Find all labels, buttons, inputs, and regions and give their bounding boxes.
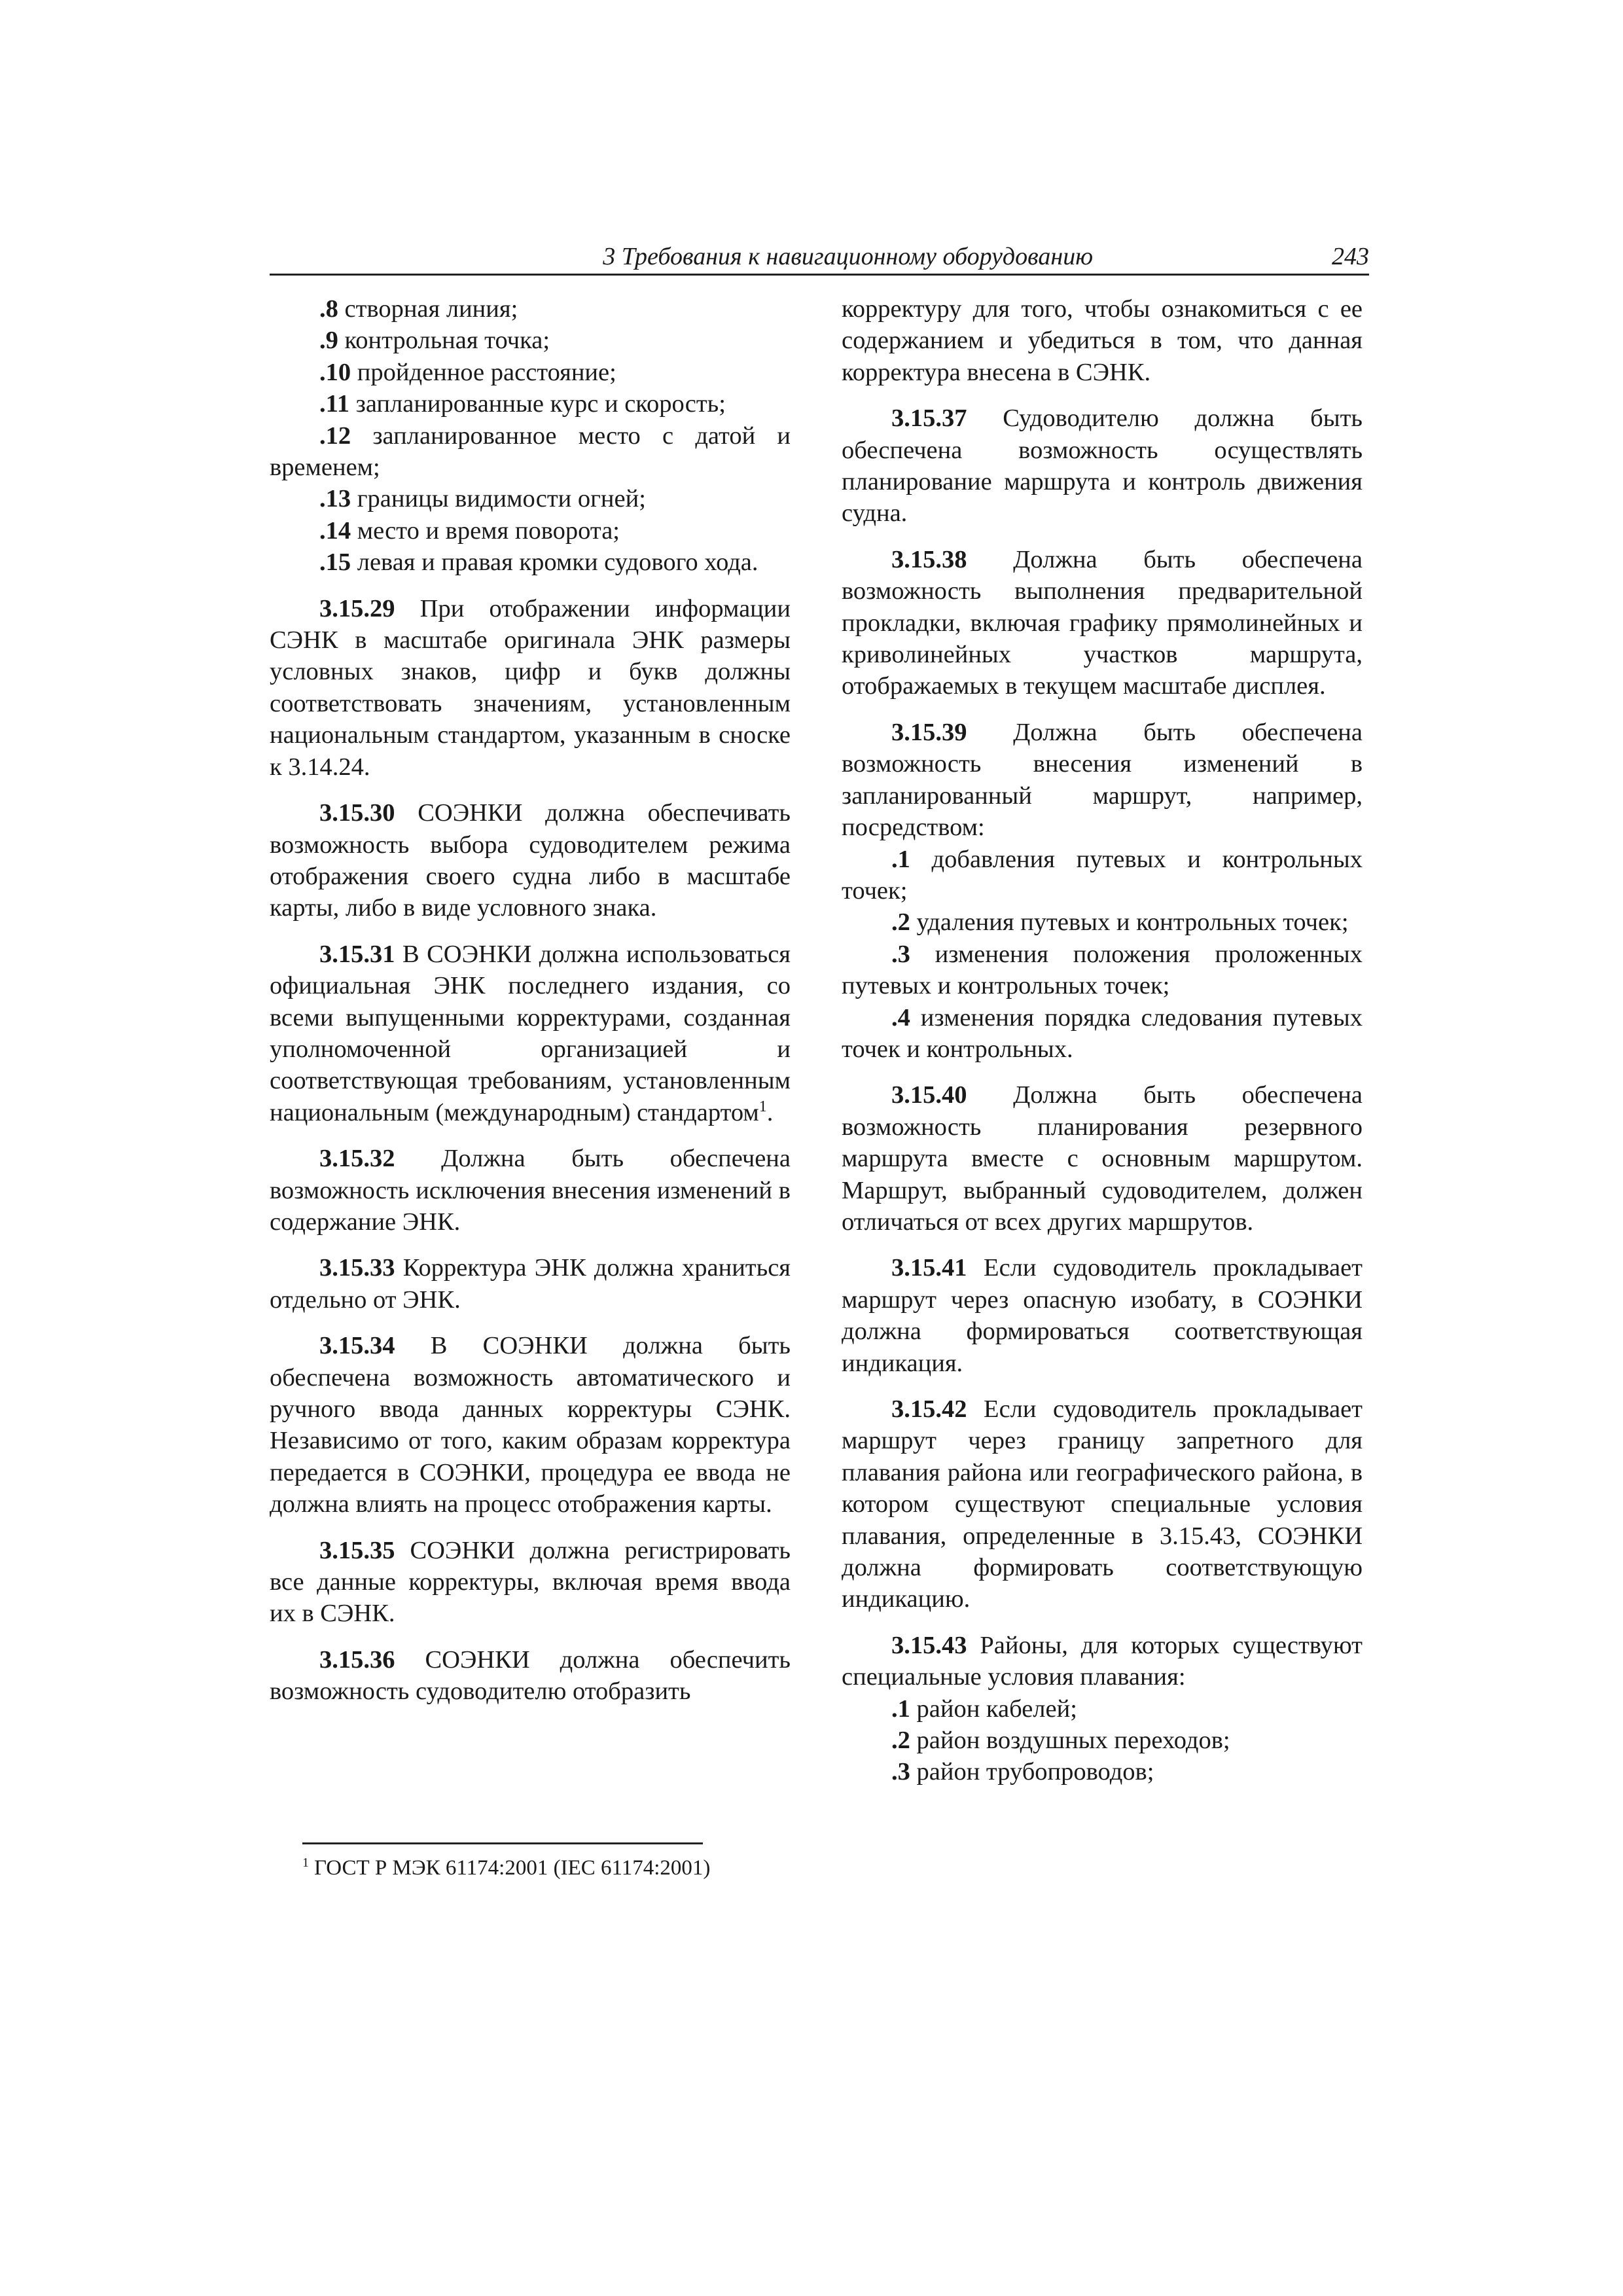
list-item bbox=[842, 1002, 1363, 1066]
running-header bbox=[270, 240, 1369, 276]
list-item bbox=[842, 1725, 1363, 1756]
clause-3-15-39 bbox=[842, 717, 1363, 844]
list-item bbox=[270, 483, 791, 514]
clause-number: 3.15.39 bbox=[891, 718, 967, 746]
clause-3-15-36 bbox=[270, 1644, 791, 1708]
clause-text: В СОЭНКИ должна быть обеспечена возможность автоматического и ручного ввода данных корректуры СЭНК. Независимо от того, каким образам корректура передается в СОЭНКИ, процедура ее ввода не должна влиять на процесс отображения карты. bbox=[270, 1332, 791, 1518]
clause-3-15-31 bbox=[270, 939, 791, 1128]
clause-text: Должна быть обеспечена возможность внесения изменений в запланированный маршрут, например, посредством: bbox=[842, 718, 1363, 842]
list-item bbox=[270, 388, 791, 420]
list-item bbox=[270, 325, 791, 356]
clause-text: Районы, для которых существуют специальные условия плавания: bbox=[842, 1631, 1363, 1691]
clause-number: 3.15.38 bbox=[891, 545, 967, 573]
clause-number: 3.15.29 bbox=[319, 594, 395, 622]
item-text: изменения порядка следования путевых точек и контрольных. bbox=[842, 1003, 1363, 1063]
clause-number: 3.15.35 bbox=[319, 1536, 395, 1564]
list-item bbox=[842, 1693, 1363, 1725]
footnote bbox=[302, 1854, 800, 1882]
item-text: изменения положения проложенных путевых и контрольных точек; bbox=[842, 940, 1363, 1000]
clause-3-15-30 bbox=[270, 797, 791, 924]
clause-3-15-35 bbox=[270, 1535, 791, 1630]
clause-number: 3.15.42 bbox=[891, 1395, 967, 1423]
clause-tail: . bbox=[766, 1098, 774, 1126]
clause-3-15-41 bbox=[842, 1252, 1363, 1379]
item-text: район кабелей; bbox=[910, 1695, 1077, 1723]
list-item bbox=[270, 293, 791, 325]
item-text: место и время поворота; bbox=[351, 516, 620, 545]
clause-3-15-32 bbox=[270, 1143, 791, 1238]
list-item bbox=[842, 906, 1363, 938]
clause-3-15-34 bbox=[270, 1330, 791, 1520]
clause-number: 3.15.36 bbox=[319, 1645, 395, 1674]
clause-text: Если судоводитель прокладывает маршрут через границу запретного для плавания района или географического района, в котором существуют специальные условия плавания, определенные в 3.15.43, СОЭНКИ должна формировать соответствующую индикацию. bbox=[842, 1395, 1363, 1613]
clause-3-15-38 bbox=[842, 544, 1363, 702]
clause-3-15-43 bbox=[842, 1630, 1363, 1693]
clause-number: 3.15.32 bbox=[319, 1145, 395, 1173]
item-number: .3 bbox=[891, 1758, 910, 1786]
footnote-marker: 1 bbox=[302, 1856, 309, 1870]
item-number: .12 bbox=[319, 422, 351, 450]
clause-3-15-33 bbox=[270, 1252, 791, 1316]
item-number: .2 bbox=[891, 908, 910, 937]
clause-number: 3.15.31 bbox=[319, 940, 395, 968]
clause-text: Должна быть обеспечена возможность планирования резервного маршрута вместе с основным маршрутом. Маршрут, выбранный судоводителем, должен отличаться от всех других маршрутов. bbox=[842, 1081, 1363, 1236]
clause-number: 3.15.33 bbox=[319, 1254, 395, 1282]
list-item bbox=[270, 547, 791, 578]
left-column bbox=[270, 293, 791, 1708]
clause-text: СОЭНКИ должна регистрировать все данные корректуры, включая время ввода их в СЭНК. bbox=[270, 1536, 791, 1628]
clause-number: 3.15.43 bbox=[891, 1631, 967, 1659]
clause-text: Должна быть обеспечена возможность исключения внесения изменений в содержание ЭНК. bbox=[270, 1145, 791, 1236]
item-text: район воздушных переходов; bbox=[910, 1727, 1230, 1755]
item-number: .8 bbox=[319, 295, 338, 323]
item-text: удаления путевых и контрольных точек; bbox=[910, 908, 1349, 937]
list-item bbox=[270, 357, 791, 388]
item-number: .11 bbox=[319, 390, 350, 418]
list-item bbox=[842, 1756, 1363, 1787]
item-text: пройденное расстояние; bbox=[351, 358, 616, 386]
clause-text: В СОЭНКИ должна использоваться официальная ЭНК последнего издания, со всеми выпущенными корректурами, созданная уполномоченной организацией и соответствующая требованиям, установленным национальным (международным) стандартом bbox=[270, 940, 791, 1126]
clause-continuation bbox=[842, 293, 1363, 388]
list-item bbox=[842, 939, 1363, 1002]
clause-3-15-29 bbox=[270, 593, 791, 783]
clause-number: 3.15.30 bbox=[319, 799, 395, 827]
item-text: добавления путевых и контрольных точек; bbox=[842, 845, 1363, 905]
item-number: .4 bbox=[891, 1003, 910, 1031]
footnote-text: ГОСТ Р МЭК 61174:2001 (IEC 61174:2001) bbox=[314, 1856, 711, 1880]
item-number: .1 bbox=[891, 845, 910, 873]
clause-3-15-37 bbox=[842, 403, 1363, 529]
clause-text: Если судоводитель прокладывает маршрут через опасную изобату, в СОЭНКИ должна формироваться соответствующая индикация. bbox=[842, 1254, 1363, 1377]
clause-3-15-40 bbox=[842, 1079, 1363, 1238]
item-text: запланированные курс и скорость; bbox=[349, 390, 726, 418]
clause-number: 3.15.34 bbox=[319, 1332, 395, 1360]
clause-text: Корректура ЭНК должна храниться отдельно от ЭНК. bbox=[270, 1254, 791, 1314]
clause-text: корректуру для того, чтобы ознакомиться с ее содержанием и убедиться в том, что данная корректура внесена в СЭНК. bbox=[842, 295, 1363, 386]
item-text: запланированное место с датой и временем; bbox=[270, 422, 791, 482]
clause-text: СОЭНКИ должна обеспечить возможность судоводителю отобразить bbox=[270, 1645, 791, 1706]
item-text: створная линия; bbox=[338, 295, 518, 323]
item-number: .1 bbox=[891, 1695, 910, 1723]
clause-3-15-42 bbox=[842, 1393, 1363, 1615]
clause-number: 3.15.37 bbox=[891, 404, 967, 433]
clause-text: Судоводителю должна быть обеспечена возможность осуществлять планирование маршрута и контроль движения судна. bbox=[842, 404, 1363, 528]
clause-number: 3.15.40 bbox=[891, 1081, 967, 1109]
right-column bbox=[842, 293, 1363, 1788]
list-item bbox=[270, 420, 791, 484]
footnote-reference: 1 bbox=[758, 1098, 767, 1115]
clause-text: СОЭНКИ должна обеспечивать возможность выбора судоводителем режима отображения своего судна либо в масштабе карты, либо в виде условного знака. bbox=[270, 799, 791, 922]
item-number: .14 bbox=[319, 516, 351, 545]
item-text: левая и правая кромки судового хода. bbox=[351, 548, 758, 577]
list-item bbox=[842, 844, 1363, 907]
page-number: 243 bbox=[1332, 243, 1369, 270]
clause-text: Должна быть обеспечена возможность выполнения предварительной прокладки, включая графику прямолинейных и криволинейных участков маршрута, отображаемых в текущем масштабе дисплея. bbox=[842, 545, 1363, 700]
item-number: .13 bbox=[319, 485, 351, 513]
list-item bbox=[270, 515, 791, 547]
item-number: .15 bbox=[319, 548, 351, 577]
item-number: .2 bbox=[891, 1727, 910, 1755]
item-text: контрольная точка; bbox=[338, 327, 550, 355]
item-text: границы видимости огней; bbox=[351, 485, 646, 513]
item-number: .9 bbox=[319, 327, 338, 355]
clause-number: 3.15.41 bbox=[891, 1254, 967, 1282]
footnote-divider bbox=[302, 1842, 703, 1844]
item-number: .3 bbox=[891, 940, 910, 968]
running-title: 3 Требования к навигационному оборудованию bbox=[603, 243, 1093, 270]
item-number: .10 bbox=[319, 358, 351, 386]
clause-text: При отображении информации СЭНК в масштабе оригинала ЭНК размеры условных знаков, цифр и букв должны соответствовать значениям, установленным национальным стандартом, указанным в сноске к 3.14.24. bbox=[270, 594, 791, 781]
item-text: район трубопроводов; bbox=[910, 1758, 1154, 1786]
